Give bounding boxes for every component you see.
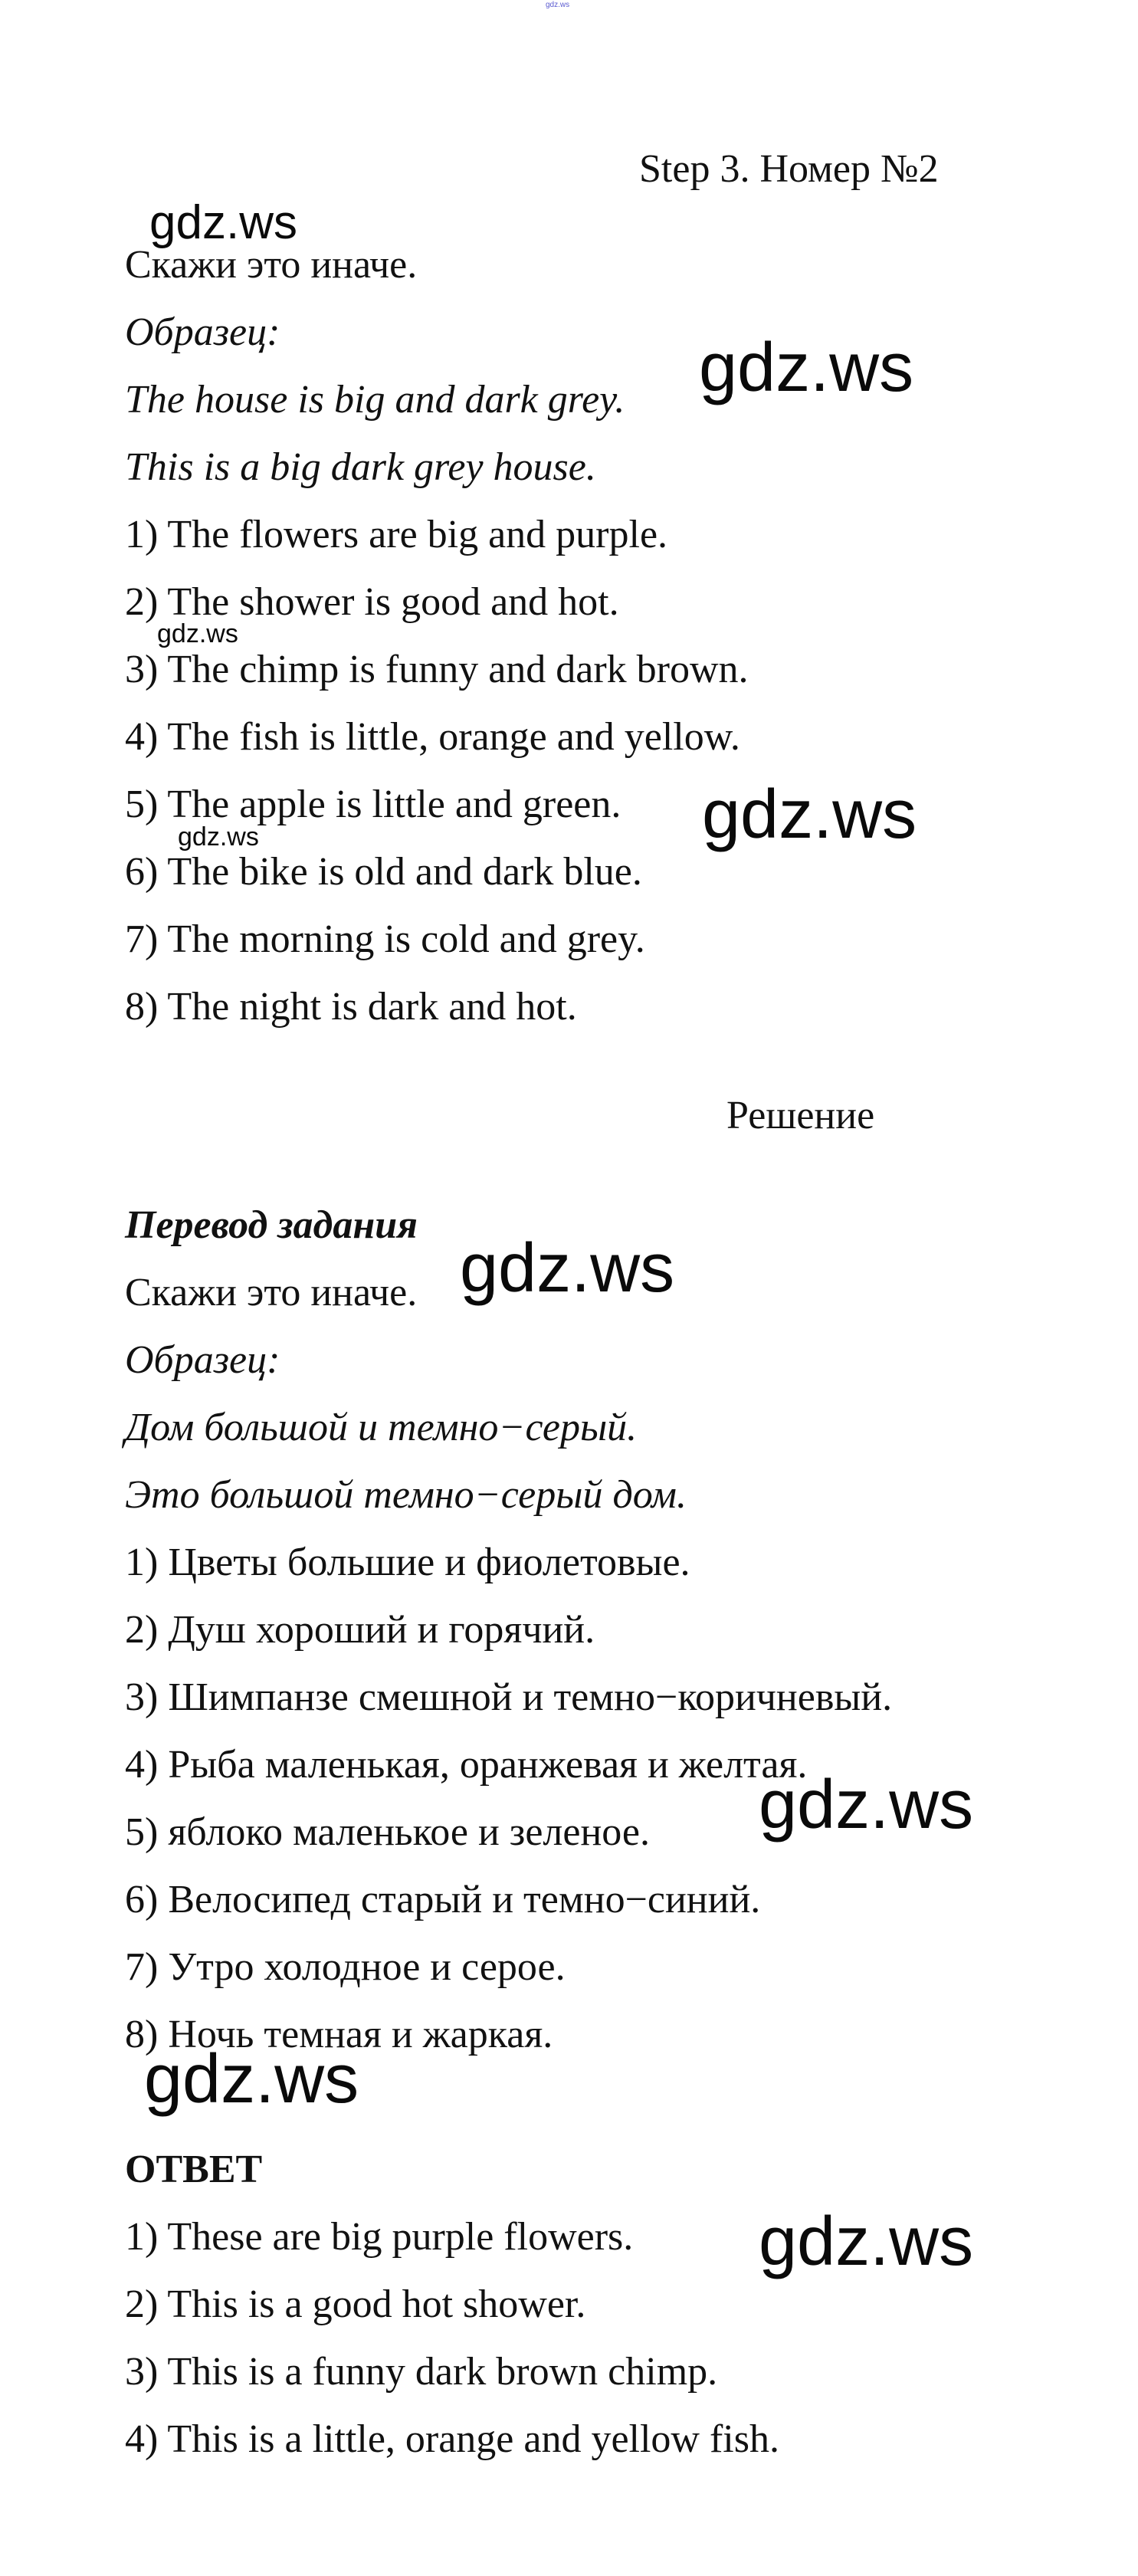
solution-heading: Решение	[726, 1094, 875, 1137]
task-instruction: Скажи это иначе.	[125, 243, 418, 287]
translation-item: 7) Утро холодное и серое.	[125, 1945, 566, 1989]
task-item: 8) The night is dark and hot.	[125, 985, 577, 1029]
watermark: gdz.ws	[157, 619, 238, 648]
translation-item: 8) Ночь темная и жаркая.	[125, 2013, 553, 2056]
translation-item: 5) яблоко маленькое и зеленое.	[125, 1810, 650, 1854]
example-line: This is a big dark grey house.	[125, 445, 596, 489]
watermark: gdz.ws	[149, 196, 297, 249]
watermark: gdz.ws	[460, 1230, 675, 1307]
answer-item: 1) These are big purple flowers.	[125, 2215, 634, 2259]
translation-item: 3) Шимпанзе смешной и темно−коричневый.	[125, 1675, 893, 1719]
watermark: gdz.ws	[144, 2041, 359, 2118]
answer-item: 4) This is a little, orange and yellow fish.	[125, 2417, 779, 2461]
task-item: 3) The chimp is funny and dark brown.	[125, 648, 749, 691]
task-item: 6) The bike is old and dark blue.	[125, 850, 642, 894]
watermark: gdz.ws	[178, 822, 259, 852]
translation-example-line: Это большой темно−серый дом.	[125, 1473, 687, 1517]
watermark: gdz.ws	[702, 776, 917, 853]
translation-item: 6) Велосипед старый и темно−синий.	[125, 1878, 761, 1921]
task-item: 2) The shower is good and hot.	[125, 580, 619, 624]
watermark: gdz.ws	[699, 330, 914, 406]
translation-heading: Перевод задания	[125, 1203, 418, 1247]
answer-item: 3) This is a funny dark brown chimp.	[125, 2350, 718, 2394]
task-item: 1) The flowers are big and purple.	[125, 513, 668, 556]
watermark: gdz.ws	[759, 1767, 974, 1843]
translation-item: 4) Рыба маленькая, оранжевая и желтая.	[125, 1743, 808, 1787]
translation-example-line: Дом большой и темно−серый.	[125, 1406, 638, 1449]
translation-item: 2) Душ хороший и горячий.	[125, 1608, 595, 1652]
translation-instruction: Скажи это иначе.	[125, 1271, 418, 1314]
translation-item: 1) Цветы большие и фиолетовые.	[125, 1541, 690, 1584]
watermark: gdz.ws	[759, 2204, 974, 2280]
translation-example-label: Образец:	[125, 1338, 280, 1382]
task-item: 4) The fish is little, orange and yellow.	[125, 715, 740, 759]
task-item: 5) The apple is little and green.	[125, 783, 621, 826]
task-item: 7) The morning is cold and grey.	[125, 917, 645, 961]
answer-item: 2) This is a good hot shower.	[125, 2282, 586, 2326]
page-title: Step 3. Номер №2	[639, 147, 939, 191]
example-line: The house is big and dark grey.	[125, 378, 625, 422]
watermark-top: gdz.ws	[546, 1, 570, 9]
answer-heading: ОТВЕТ	[125, 2148, 263, 2191]
example-label: Образец:	[125, 310, 280, 354]
